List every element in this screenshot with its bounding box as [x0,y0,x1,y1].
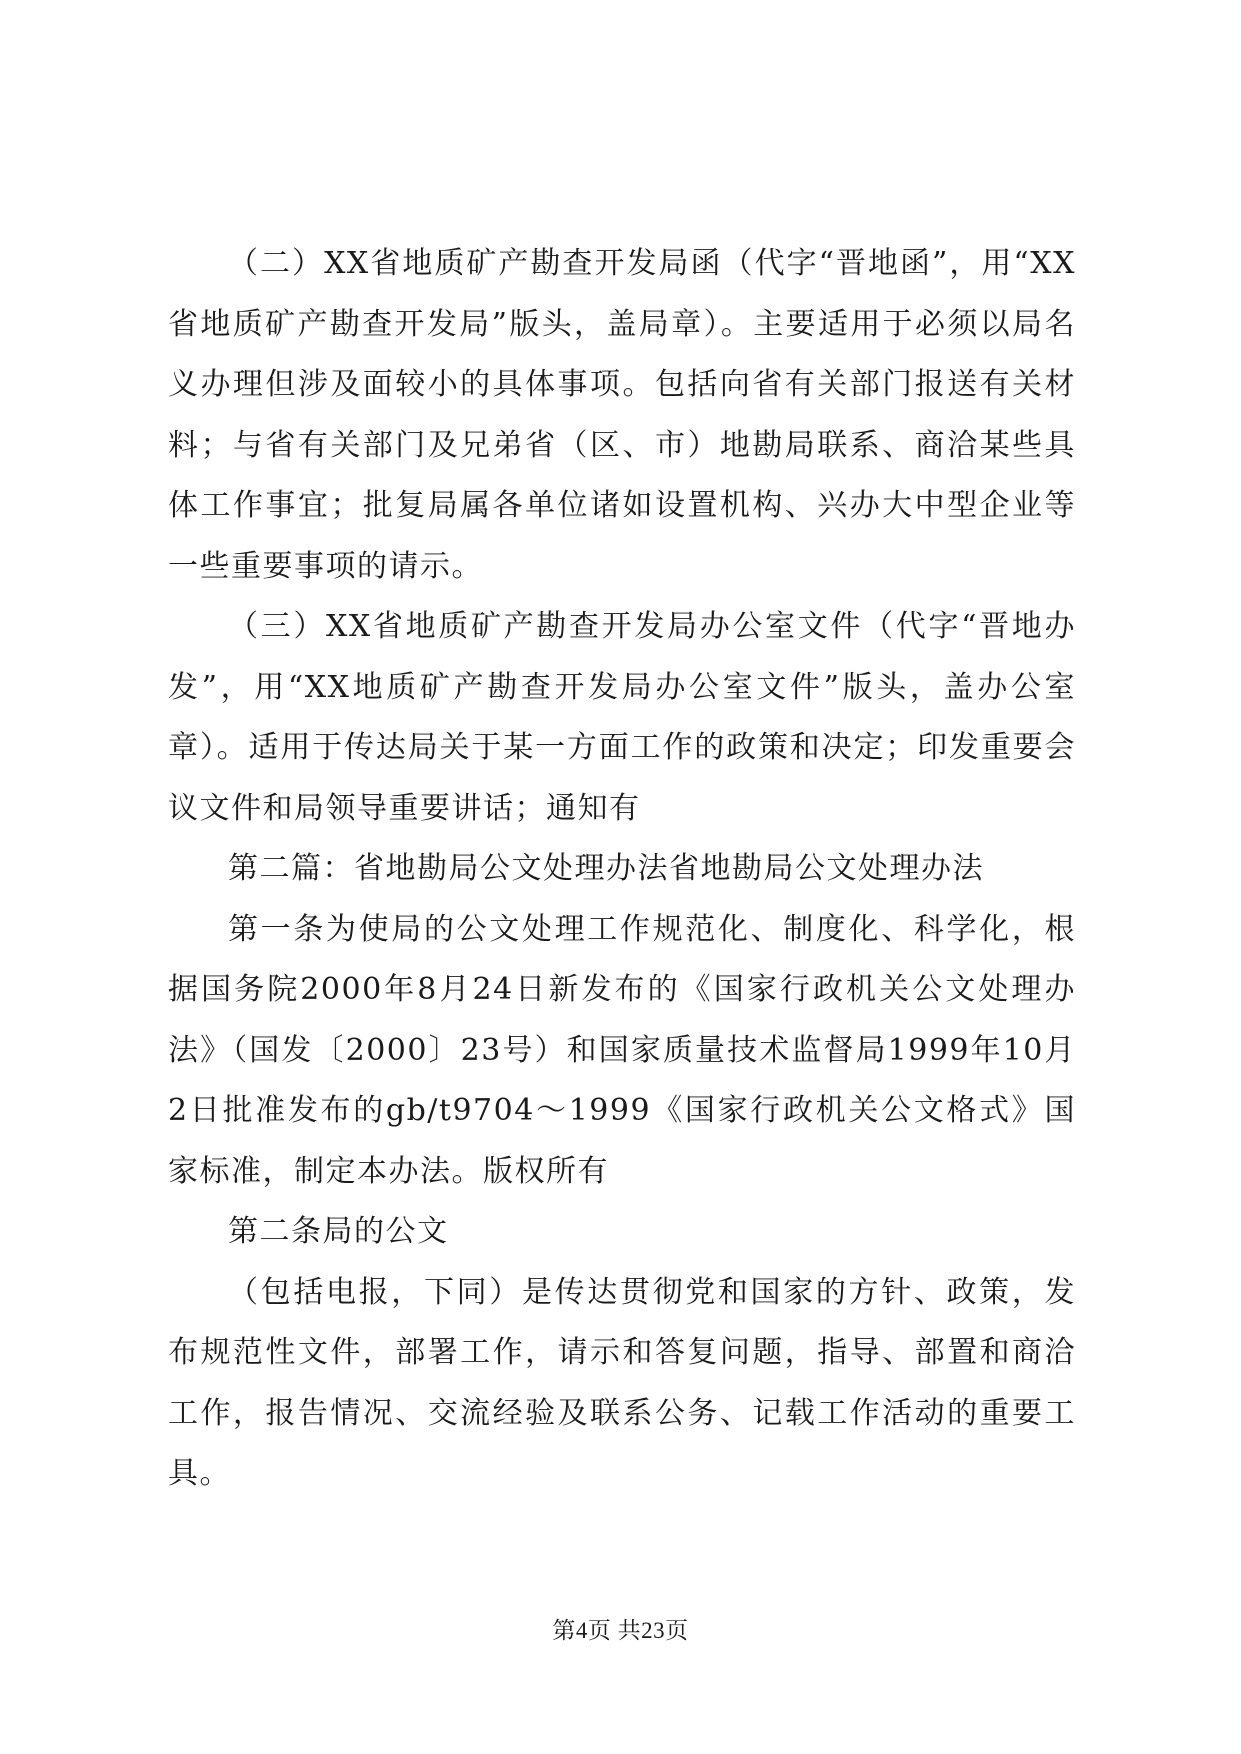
paragraph-article-2-body: （包括电报，下同）是传达贯彻党和国家的方针、政策，发布规范性文件，部署工作，请示和答复问题，指导、部置和商洽工作，报告情况、交流经验及联系公务、记载工作活动的重要工具。 [168,1274,1076,1491]
paragraph-article-2-title: 第二条局的公文 [228,1214,449,1249]
chapter-heading: 第二篇：省地勘局公文处理办法省地勘局公文处理办法 [228,851,984,886]
paragraph-section-3: （三）XX省地质矿产勘查开发局办公室文件（代字“晋地办发”，用“XX地质矿产勘查开发局办公室文件”版头，盖办公室章）。适用于传达局关于某一方面工作的政策和决定；印发重要会议文件和局领导重要讲话；通知有 [168,609,1076,826]
paragraph-section-2: （二）XX省地质矿产勘查开发局函（代字“晋地函”，用“XX省地质矿产勘查开发局”版头，盖局章）。主要适用于必须以局名义办理但涉及面较小的具体事项。包括向省有关部门报送有关材料；与省有关部门及兄弟省（区、市）地勘局联系、商洽某些具体工作事宜；批复局属各单位诸如设置机构、兴办大中型企业等一些重要事项的请示。 [168,246,1076,584]
document-body [168,234,1076,1505]
paragraph-article-1: 第一条为使局的公文处理工作规范化、制度化、科学化，根据国务院2000年8月24日新发布的《国家行政机关公文处理办法》（国发〔2000〕23号）和国家质量技术监督局1999年10月2日批准发布的gb/t9704～1999《国家行政机关公文格式》国家标准，制定本办法。版权所有 [168,911,1076,1189]
page-number-footer: 第4页 共23页 [552,1618,689,1643]
